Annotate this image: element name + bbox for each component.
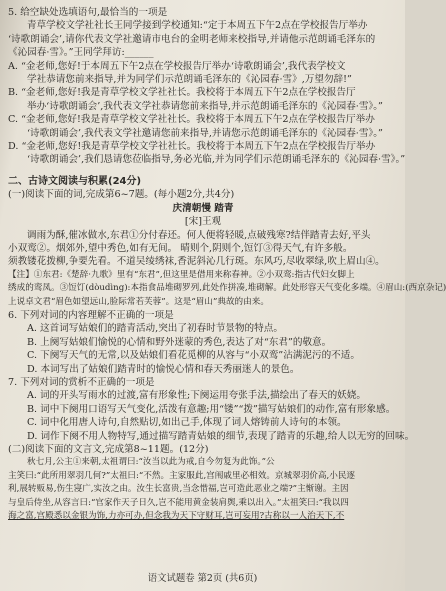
- q5-option-c-cont: ‘诗歌朗诵会’,我代表文学社邀请您前来指导,并请您示范朗诵毛泽东的《沁园春·雪》。”: [27, 127, 383, 139]
- part1-intro: (一)阅读下面的词,完成第6~7题。(每小题2分,共4分): [8, 189, 235, 201]
- q5-stem: 5. 给空缺处选填语句,最恰当的一项是: [8, 7, 168, 18]
- prose-line: 与皇后侍坐,从容言曰:“官家作天子日久,岂不能用黄金装肩舆,乘以出入。”太祖笑曰:“我以四: [8, 497, 349, 508]
- q5-line: 《沁园春·雪》。”王同学拜访:______: [8, 47, 154, 59]
- q6-option-a: A. 这首词写姑娘们的踏青活动,突出了初春时节景物的特点。: [27, 323, 283, 335]
- section-heading: 二、古诗文阅读与积累(24分): [8, 175, 142, 187]
- part2-intro: (二)阅读下面的文言文,完成第8~11题。(12分): [8, 444, 209, 455]
- q7-stem: 7. 下列对词的赏析不正确的一项是: [8, 376, 155, 388]
- q6-option-c: C. 下阕写天气的无常,以及姑娘们看花觅柳的从容与“小双鸾”沾满泥污的不适。: [27, 350, 360, 362]
- q5-option-b: B. “金老师,您好!我是青草学校文学社社长。我校将于本周五下午2点在学校报告厅: [8, 87, 356, 99]
- poem-line: 调雨为酥,催冰做水,东君①分付春还。何人便将轻暖,点破残寒?结伴踏青去好,平头: [27, 229, 371, 241]
- poem-note: 绣成的鸾凤。③饾饤(dòudìng):本指食品堆砌罗列,此处作拼凑,堆砌解。此处形容天气变化多端。④眉山:(西京杂记): [8, 283, 446, 294]
- q5-option-d-cont: ‘诗歌朗诵会’,我们恳请您莅临指导,务必光临,并为同学们示范朗诵毛泽东的《沁园春·雪》。”: [27, 154, 406, 166]
- poem-line: 小双鸾②。烟郊外,望中秀色,如有无间。 晴则个,阴则个,饾饤③得天气,有许多般。: [8, 242, 353, 254]
- prose-line: 利,展转贩易,伤生寖广,实汝之由。汝生长富贵,当念惜福,岂可造此恶业之端?”主惭谢。主因: [8, 484, 349, 495]
- prose-line: 主笑曰:“此所用翠羽几何?”太祖曰:“不然。主家服此,宫闱戚里必相效。京城翠羽价高,小民逐: [8, 470, 356, 481]
- poem-line: 须教镂花拨柳,争要先看。不道吴绫绣袜,香泥斜沁几行斑。东风巧,尽收翠绿,吹上眉山④。: [8, 256, 385, 268]
- q6-option-b: B. 上阕写姑娘们愉悦的心情和野外迷蒙的秀色,表达了对“东君”的敬意。: [27, 336, 332, 348]
- q5-option-c: C. “金老师,您好!我是青草学校文学社社长。我校将于本周五下午2点在学校报告厅举办: [8, 114, 375, 126]
- q5-option-a: A. “金老师,您好!于本周五下午2点在学校报告厅举办‘诗歌朗诵会’,我代表学校文: [8, 60, 346, 72]
- poem-author: [宋]王观: [184, 216, 222, 228]
- prose-line-underlined: 海之富,宫殿悉以金银为饰,力亦可办,但念我为天下守财耳,岂可妄用?古称以一人治天下,不: [8, 511, 345, 522]
- poem-title: 庆清朝慢 踏青: [172, 202, 234, 214]
- poem-note: 上说卓文君“眉色如望远山,脸际常若芙蓉”。这是“眉山”典故的由来。: [8, 296, 269, 307]
- prose-line: 秋七月,公主①来朝,太祖谓曰:“汝当以此为戒,自今勿复为此饰。”公: [27, 457, 275, 468]
- q5-option-b-cont: 举办‘诗歌朗诵会’,我代表文学社恭请您前来指导,并示范朗诵毛泽东的《沁园春·雪》。”: [27, 100, 383, 112]
- q5-option-a-cont: 学社恭请您前来指导,并为同学们示范朗诵毛泽东的《沁园春·雪》,万望勿辞!”: [27, 74, 352, 86]
- page-content: [8, 6, 446, 523]
- q7-option-b: B. 词中下阕用口语写天气变化,活泼有意趣;用“镂”“拨”描写姑娘们的动作,富有形象感。: [27, 403, 396, 415]
- q6-stem: 6. 下列对词的内容理解不正确的一项是: [8, 309, 174, 321]
- q5-option-d: D. “金老师,您好!我是青草学校文学社社长。我校将于本周五下午2点在学校报告厅举办: [8, 141, 376, 153]
- q5-line: ‘诗歌朗诵会’,请你代表文学社邀请市电台的金明老师来校指导,并请他示范朗诵毛泽东的: [8, 33, 376, 45]
- q7-option-a: A. 词的开头写雨水的过渡,富有形象性;下阕运用夸张手法,描绘出了春天的妖娆。: [27, 390, 366, 402]
- poem-note: 【注】①东君:《楚辞·九歌》里有“东君”,但这里是借用来称春神。②小双鸾:指古代妇女脚上: [8, 269, 355, 280]
- q7-option-d: D. 词作下阕不用人物特写,通过描写踏青姑娘的细节,表现了踏青的乐趣,给人以无穷的回味。: [27, 430, 415, 442]
- q7-option-c: C. 词中化用唐人诗句,自然贴切,如出己手,体现了词人熔铸前人诗句的本领。: [27, 417, 347, 429]
- q6-option-d: D. 本词写出了姑娘们踏青时的愉悦心情和春天秀丽迷人的景色。: [27, 363, 300, 375]
- page-footer: 语文试题卷 第2页 (共6页): [147, 573, 258, 584]
- q5-line: 青草学校文学社社长王同学接到学校通知:“定于本周五下午2点在学校报告厅举办: [27, 20, 368, 32]
